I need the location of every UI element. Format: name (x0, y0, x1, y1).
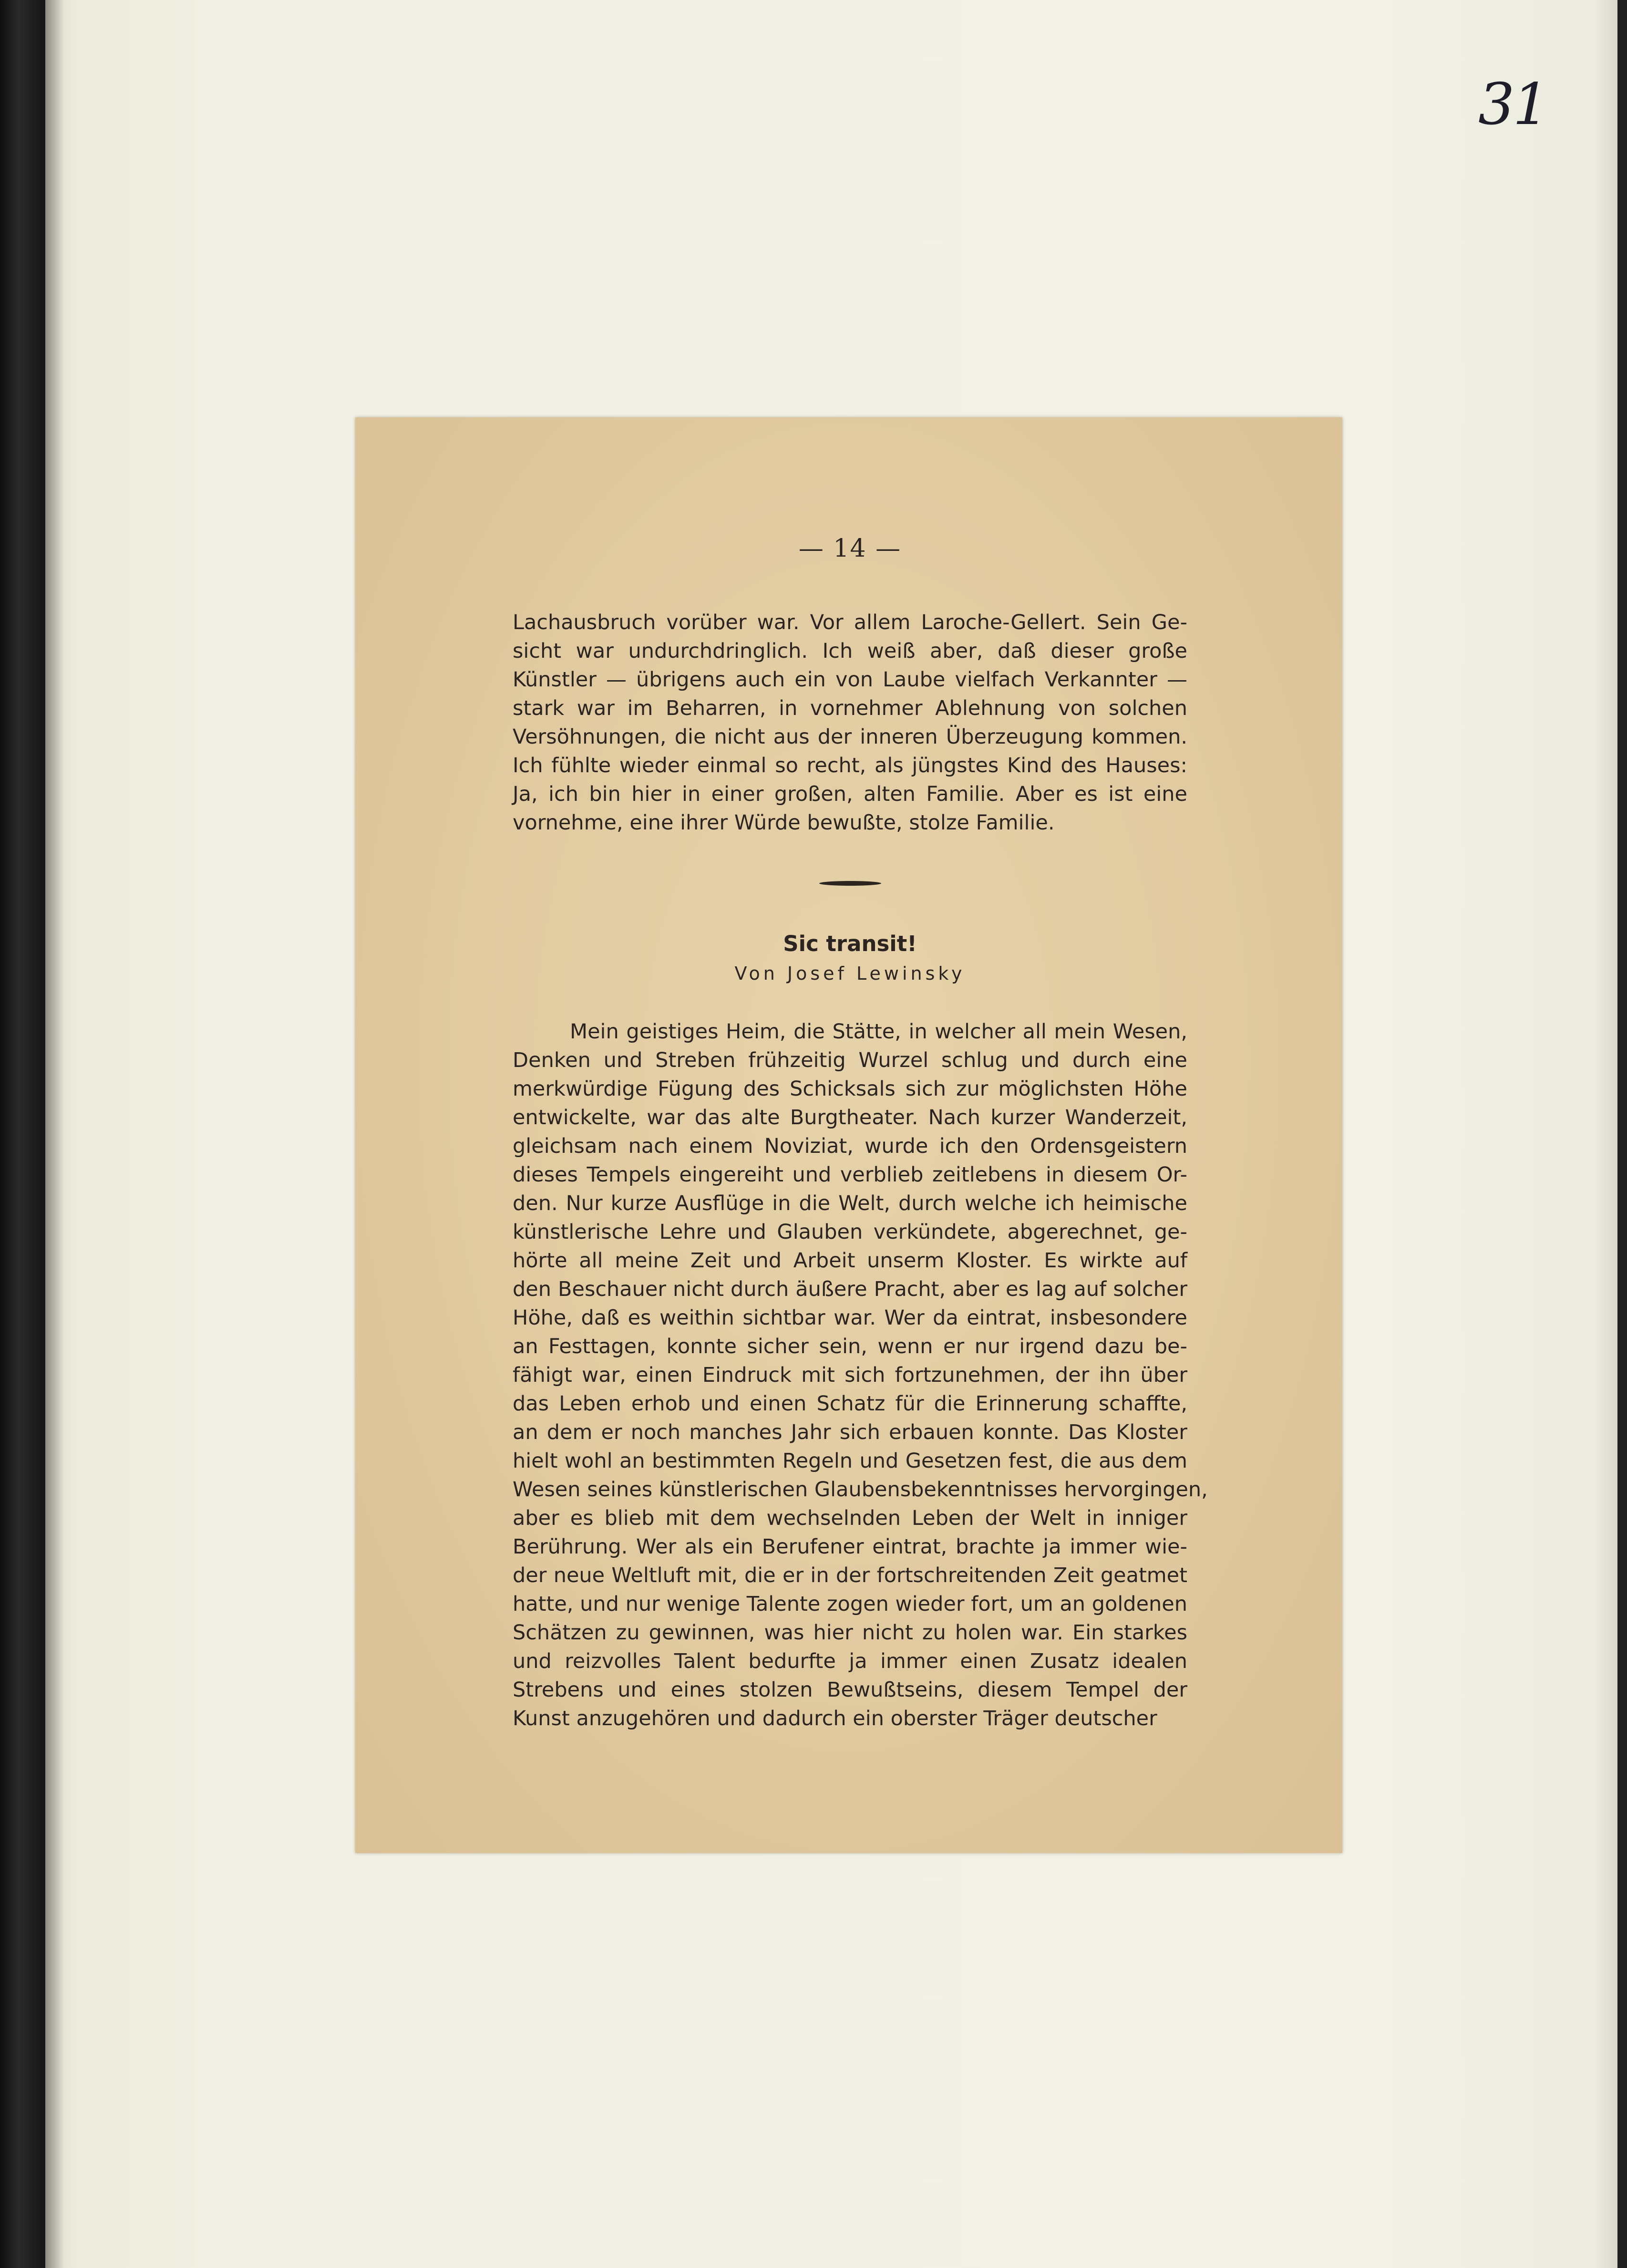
text-line: aber es blieb mit dem wechselnden Leben der Welt in inniger (513, 1506, 1187, 1530)
text-line: Schätzen zu gewinnen, was hier nicht zu holen war. Ein starkes (513, 1621, 1187, 1645)
text-line: Kunst anzugehören und dadurch ein oberster Träger deutscher (513, 1707, 1157, 1730)
album-binding-edge (0, 0, 45, 2268)
article-title: Sic transit! (783, 931, 917, 956)
text-line: das Leben erhob und einen Schatz für die Erinnerung schaffte, (513, 1392, 1187, 1416)
text-line: an Festtagen, konnte sicher sein, wenn er nur irgend dazu be- (513, 1335, 1187, 1358)
folio-number: 31 (1478, 72, 1547, 138)
text-line: Ich fühlte wieder einmal so recht, als jüngstes Kind des Hauses: (513, 754, 1187, 777)
text-line: Strebens und eines stolzen Bewußtseins, diesem Tempel der (513, 1678, 1187, 1702)
text-line: fähigt war, einen Eindruck mit sich fortzunehmen, der ihn über (513, 1363, 1187, 1387)
paragraph-continuation (513, 608, 1187, 837)
pasted-leaf (355, 417, 1342, 1853)
section-divider-ornament (819, 881, 881, 886)
binding-shadow (45, 0, 64, 2268)
text-line: Lachausbruch vorüber war. Vor allem Laroche-Gellert. Sein Ge- (513, 611, 1187, 634)
text-line: entwickelte, war das alte Burgtheater. Nach kurzer Wanderzeit, (513, 1106, 1187, 1129)
text-line: künstlerische Lehre und Glauben verkündete, abgerechnet, ge- (513, 1220, 1187, 1244)
text-line: sicht war undurchdringlich. Ich weiß aber, daß dieser große (513, 639, 1187, 663)
text-line: Künstler — übrigens auch ein von Laube vielfach Verkannter — (513, 668, 1187, 692)
text-line: der neue Weltluft mit, die er in der fortschreitenden Zeit geatmet (513, 1564, 1187, 1587)
text-line: Denken und Streben frühzeitig Wurzel schlug und durch eine (513, 1048, 1187, 1072)
text-line: und reizvolles Talent bedurfte ja immer einen Zusatz idealen (513, 1649, 1187, 1673)
text-line: dieses Tempels eingereiht und verblieb zeitlebens in diesem Or- (513, 1163, 1187, 1187)
text-line: stark war im Beharren, in vornehmer Ablehnung von solchen (513, 696, 1187, 720)
article-byline: Von Josef Lewinsky (734, 963, 966, 984)
text-line: Mein geistiges Heim, die Stätte, in welcher all mein Wesen, (570, 1020, 1187, 1044)
album-right-edge (1617, 0, 1627, 2268)
text-line: den. Nur kurze Ausflüge in die Welt, durch welche ich heimische (513, 1191, 1187, 1215)
text-line: an dem er noch manches Jahr sich erbauen konnte. Das Kloster (513, 1420, 1187, 1444)
text-line: gleichsam nach einem Noviziat, wurde ich den Ordensgeistern (513, 1134, 1187, 1158)
text-line: Wesen seines künstlerischen Glaubensbekenntnisses hervorgingen, (513, 1478, 1208, 1502)
text-line: hielt wohl an bestimmten Regeln und Gesetzen fest, die aus dem (513, 1449, 1187, 1473)
text-line: Berührung. Wer als ein Berufener eintrat, brachte ja immer wie- (513, 1535, 1187, 1559)
text-line: hatte, und nur wenige Talente zogen wieder fort, um an goldenen (513, 1592, 1187, 1616)
text-line: Höhe, daß es weithin sichtbar war. Wer da eintrat, insbesondere (513, 1306, 1187, 1330)
text-line: den Beschauer nicht durch äußere Pracht, aber es lag auf solcher (513, 1277, 1187, 1301)
leaf-text-block (513, 534, 1208, 1733)
text-line: Ja, ich bin hier in einer großen, alten Familie. Aber es ist eine (513, 782, 1187, 806)
text-line: hörte all meine Zeit und Arbeit unserm Kloster. Es wirkte auf (513, 1249, 1187, 1273)
page-number: — 14 — (798, 534, 902, 563)
text-line: merkwürdige Fügung des Schicksals sich zur möglichsten Höhe (513, 1077, 1187, 1101)
text-line: vornehme, eine ihrer Würde bewußte, stolze Familie. (513, 811, 1055, 835)
article-body-paragraph (513, 1017, 1208, 1733)
text-line: Versöhnungen, die nicht aus der inneren Überzeugung kommen. (513, 725, 1187, 749)
